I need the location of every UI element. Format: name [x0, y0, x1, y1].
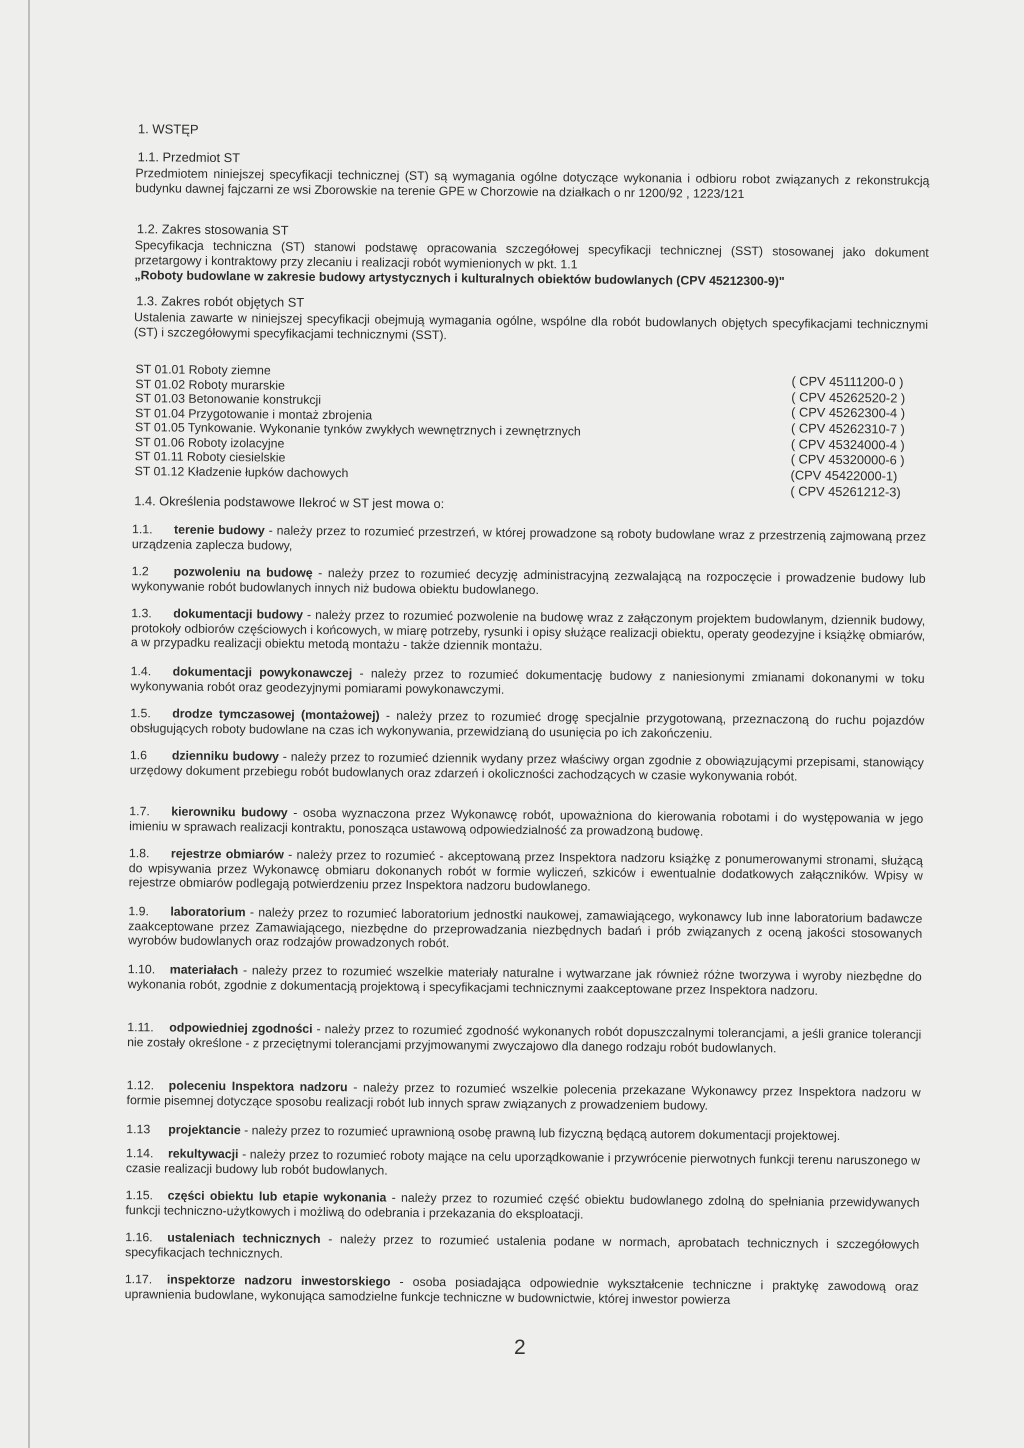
definition-item: [132, 522, 926, 559]
spec-item: ST 01.01 Roboty ziemne: [135, 362, 271, 378]
section-text-1-3: Ustalenia zawarte w niniejszej specyfikacji obejmują wymagania ogólne, wspólne dla robót budowlanych objętych specyfikacjami technicznymi (ST) i szczegółowymi specyfikacjami technicznymi (SST).: [133, 310, 929, 342]
definition-item: [127, 1078, 921, 1115]
definition-number: 1.4.: [130, 664, 152, 679]
definition-text: - należy przez to rozumieć laboratorium jednostki naukowej, zamawiającego, wykonawcy lub inne laboratorium badawcze zaakceptowane przez Zamawiającego, niezbędne do przeprowadzania niezbędnych badań i prób związanych z oceną jakości stosowanych wyrobów budowlanych oraz rodzajów prowadzonych robót.: [128, 905, 923, 951]
definition-number: 1.6: [129, 748, 148, 763]
cpv-item: (CPV 45422000-1): [790, 467, 898, 484]
definition-item: [125, 1272, 919, 1309]
definition-number: 1.13: [126, 1122, 151, 1137]
section-title-1-4: 1.4. Określenia podstawowe Ilekroć w ST jest mowa o:: [134, 493, 445, 512]
section-title-1-3: 1.3. Zakres robót objętych ST: [136, 293, 305, 310]
definition-number: 1.11.: [127, 1020, 154, 1035]
definition-text: - należy przez to rozumieć ustalenia podane w normach, aprobatach technicznych i szczegółowych specyfikacjach technicznych.: [125, 1232, 920, 1261]
definition-term: rekultywacji: [167, 1146, 239, 1162]
definition-text: - osoba posiadająca odpowiednie wykształcenie techniczne i praktykę zawodową oraz uprawnienia budowlane, wykonująca samodzielne funkcje techniczne w budownictwie, której inwestor powierza: [124, 1274, 919, 1307]
definition-number: 1.14.: [125, 1146, 154, 1161]
definition-item: [125, 1230, 919, 1267]
definition-term: inspektorze nadzoru inwestorskiego: [166, 1272, 391, 1289]
document-content: [118, 118, 930, 1307]
definition-number: 1.3.: [131, 606, 152, 621]
section-title-1-1: 1.1. Przedmiot ST: [137, 149, 241, 166]
definition-term: ustaleniach technicznych: [167, 1230, 321, 1246]
section-bold-cpv: „Roboty budowlane w zakresie budowy artystycznych i kulturalnych obiektów budowlanych (CPV 45212300-9)": [134, 268, 785, 289]
definition-item: [131, 606, 925, 657]
definition-term: pozwoleniu na budowę: [173, 564, 313, 580]
definition-item: [130, 664, 924, 701]
definition-text: - należy przez to rozumieć dokumentację budowy z naniesionymi zmianami dokonanymi w toku wykonywania robót oraz geodezyjnymi pomiarami powykonawczymi.: [130, 666, 925, 697]
definition-item: [131, 564, 925, 601]
definition-text: - należy przez to rozumieć wszelkie polecenia przekazane Wykonawcy przez Inspektora nadzoru w formie pisemnej dotyczące sposobu realizacji robót lub innych spraw związanych z prowadzeniem budowy.: [126, 1080, 921, 1113]
definition-term: drodze tymczasowej (montażowej): [172, 706, 380, 723]
spec-item: ST 01.11 Roboty ciesielskie: [134, 449, 286, 465]
scan-edge-line: [28, 0, 30, 1448]
spec-item: ST 01.06 Roboty izolacyjne: [134, 434, 285, 451]
definition-number: 1.1.: [131, 522, 153, 537]
definition-text: - osoba wyznaczona przez Wykonawcę robót, upoważniona do kierowania robotami i do występowania w jego imieniu w sprawach realizacji kontraktu, ponosząca ustawową odpowiedzialność za prowadzoną budowę.: [129, 805, 924, 839]
definition-item: [126, 1122, 920, 1144]
definition-term: kierowniku budowy: [171, 804, 288, 820]
definition-item: [128, 904, 922, 955]
definition-number: 1.2: [131, 564, 149, 579]
cpv-item: ( CPV 45262520-2 ): [791, 389, 906, 406]
definition-item: [130, 706, 924, 743]
definition-text: - należy przez to rozumieć decyzję administracyjną zezwalającą na rozpoczęcie i prowadzenie budowy lub wykonywanie robót budowlanych innych niż budowa obiektu budowlanego.: [131, 565, 926, 597]
definition-item: [126, 1146, 920, 1183]
definition-number: 1.15.: [125, 1188, 154, 1203]
definition-number: 1.5.: [130, 706, 151, 721]
definition-text: - należy przez to rozumieć roboty mające na celu uporządkowanie i przywrócenie pierwotnych funkcji terenu naruszonego w czasie realizacji budowy lub robót budowlanych.: [125, 1147, 921, 1178]
definition-item: [127, 1020, 921, 1057]
definition-number: 1.10.: [127, 962, 156, 977]
definition-term: terenie budowy: [173, 522, 265, 538]
definition-term: części obiektu lub etapie wykonania: [167, 1188, 387, 1205]
definition-term: dzienniku budowy: [171, 748, 280, 764]
spec-item: ST 01.05 Tynkowanie. Wykonanie tynków zwykłych wewnętrznych i zewnętrznych: [134, 420, 581, 439]
definition-number: 1.12.: [126, 1078, 155, 1093]
definition-text: - należy przez to rozumieć uprawnioną osobę prawną lub fizyczną będącą autorem dokumentacji projektowej.: [244, 1123, 841, 1143]
definition-term: odpowiedniej zgodności: [169, 1020, 313, 1036]
definition-text: - należy przez to rozumieć przestrzeń, w której prowadzone są roboty budowlane wraz z przestrzenią zajmowaną przez urządzenia zaplecza budowy,: [131, 523, 927, 553]
definition-term: materiałach: [169, 962, 239, 978]
definition-item: [125, 1188, 919, 1225]
definition-term: dokumentacji budowy: [173, 606, 304, 622]
definition-number: 1.8.: [128, 846, 150, 861]
spec-item: ST 01.03 Betonowanie konstrukcji: [135, 391, 322, 407]
definition-item: [129, 804, 923, 841]
definition-number: 1.17.: [124, 1272, 153, 1287]
definition-text: - należy przez to rozumieć zgodność wykonanych robót dopuszczalnymi tolerancjami, a jeśli granice tolerancji nie zostały określone - z przeciętnymi tolerancjami przyjmowanymi zwyczajowo dla danego rodzaju robót budowlanych.: [127, 1021, 922, 1055]
definition-number: 1.16.: [125, 1230, 153, 1245]
definition-text: - należy przez to rozumieć część obiektu budowlanego zdolną do spełniania przewidywanych funkcji techniczno-użytkowych i możliwą do odebrania i przekazania do eksploatacji.: [125, 1190, 920, 1222]
definition-item: [128, 962, 922, 999]
definition-text: - należy przez to rozumieć dziennik wydany przez właściwy organ zgodnie z obowiązującymi przepisami, stanowiący urzędowy dokument przebiegu robót budowlanych oraz zdarzeń i okoliczności zachodzących w czasie wykonywania robót.: [129, 749, 924, 784]
definition-term: projektancie: [168, 1122, 241, 1138]
spec-item: ST 01.12 Kładzenie łupków dachowych: [134, 463, 349, 480]
definition-item: [130, 748, 924, 785]
definition-text: - należy przez to rozumieć wszelkie materiały naturalne i wytwarzane jak również różne tworzywa i wyroby niezbędne do wykonania robót, zgodnie z dokumentacją projektową i specyfikacjami technicznymi zaakceptowane przez Inspektora nadzoru.: [127, 963, 922, 998]
cpv-item: ( CPV 45111200-0 ): [791, 373, 904, 390]
definition-term: laboratorium: [170, 904, 246, 920]
cpv-item: ( CPV 45261212-3): [790, 483, 901, 500]
cpv-item: ( CPV 45262300-4 ): [791, 404, 906, 421]
definition-number: 1.9.: [128, 904, 149, 919]
section-title-1-2: 1.2. Zakres stosowania ST: [136, 221, 289, 238]
definition-number: 1.7.: [129, 804, 150, 819]
cpv-list: [790, 374, 941, 501]
definition-text: - należy przez to rozumieć pozwolenie na budowę wraz z załączonym projektem budowlanym, dziennik budowy, protokoły odbiorów częściowych i końcowych, w miarę potrzeby, rysunki i opisy służące realizacji obiektu, operaty geodezyjne i książkę obmiarów, a w przypadku realizacji obiektu metodą montażu - także dziennik montażu.: [130, 607, 926, 654]
definition-text: - należy przez to rozumieć - akceptowaną przez Inspektora nadzoru książkę z ponumerowanymi stronami, służącą do wpisywania przez Wykonawcę obmiaru dokonanych robót w formie wyliczeń, szkiców i ewentualnie dodatkowych załączników. Wpisy w rejestrze obmiarów podlegają potwierdzeniu przez Inspektora nadzoru budowlanego.: [128, 847, 923, 894]
spec-item: ST 01.02 Roboty murarskie: [135, 376, 285, 393]
definition-item: [129, 846, 923, 897]
page-number: 2: [514, 1336, 526, 1359]
section-text-1-2: Specyfikacja techniczna (ST) stanowi podstawę opracowania szczegółowej specyfikacji technicznej (SST) stosowanej jako dokument przetargowy i kontraktowy przy zlecaniu i realizacji robót wymienionych w pkt. 1.1: [134, 238, 929, 272]
cpv-item: ( CPV 45324000-4 ): [790, 436, 905, 453]
section-heading-wstep: 1. WSTĘP: [137, 121, 199, 137]
definition-term: poleceniu Inspektora nadzoru: [168, 1078, 348, 1095]
section-text-1-1: Przedmiotem niniejszej specyfikacji technicznej (ST) są wymagania ogólne dotyczące wykonania i odbioru robot związanych z rekonstrukcją budynku dawnej fajczarni ze wsi Zborowskie na terenie GPE w Chorzowie na działkach o nr 1200/92 , 1223/121: [135, 166, 930, 201]
spec-item: ST 01.04 Przygotowanie i montaż zbrojenia: [135, 405, 373, 422]
spec-list: [135, 362, 636, 483]
definition-term: dokumentacji powykonawczej: [172, 664, 353, 681]
definition-text: - należy przez to rozumieć drogę specjalnie przygotowaną, przeznaczoną do ruchu pojazdów obsługujących roboty budowlane na czas ich wykonywania, przewidzianą do usunięcia po ich zakończeniu.: [130, 708, 925, 741]
cpv-item: ( CPV 45320000-6 ): [790, 451, 905, 469]
cpv-item: ( CPV 45262310-7 ): [790, 420, 905, 437]
definition-term: rejestrze obmiarów: [170, 846, 284, 862]
